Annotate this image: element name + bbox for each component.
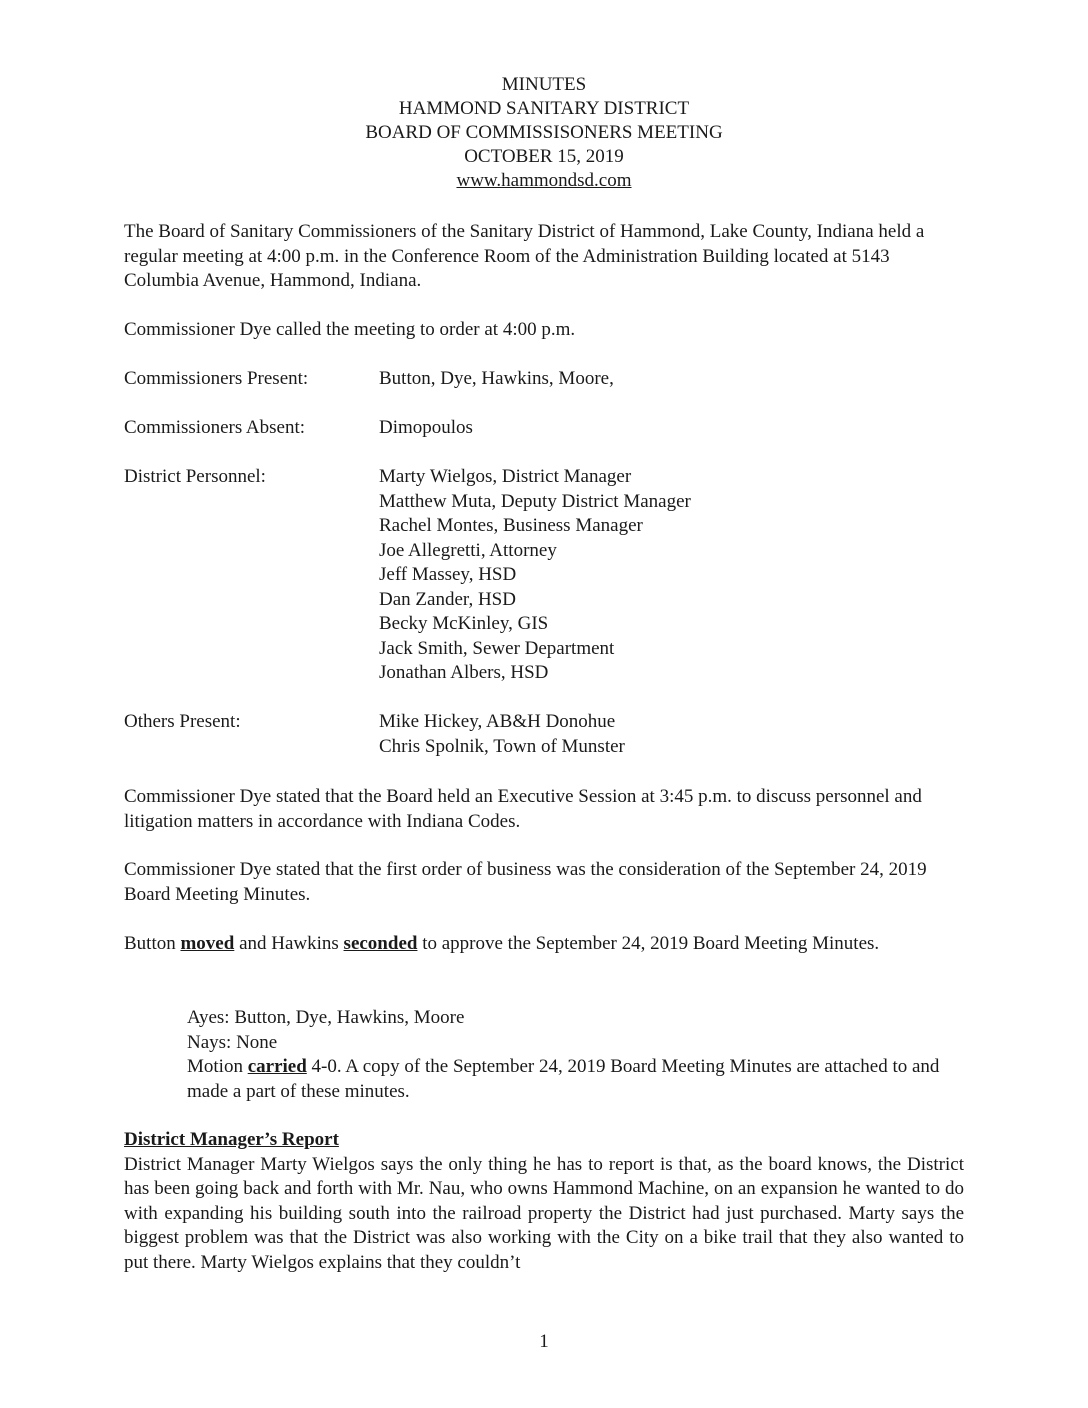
motion-text: to approve the September 24, 2019 Board Meeting Minutes.	[417, 933, 880, 954]
page-number: 1	[539, 1331, 549, 1352]
present-value: Button, Dye, Hawkins, Moore,	[379, 368, 614, 389]
motion-result	[187, 1055, 947, 1104]
header-organization: HAMMOND SANITARY DISTRICT	[398, 98, 690, 119]
motion-text: and Hawkins	[234, 933, 344, 954]
intro-paragraph: The Board of Sanitary Commissioners of the Sanitary District of Hammond, Lake County, Indiana held a regular meeting at 4:00 p.m. in the Conference Room of the Administration Building located at 5143 Columbia Avenue, Hammond, Indiana.	[124, 221, 925, 291]
motion-paragraph	[124, 932, 964, 957]
personnel-item: Marty Wielgos, District Manager	[379, 466, 632, 487]
personnel-item: Rachel Montes, Business Manager	[379, 515, 643, 536]
header-minutes: MINUTES	[501, 74, 587, 95]
motion-result-text: 4-0. A copy of the September 24, 2019 Board Meeting Minutes are attached to and made a part of these minutes.	[187, 1056, 940, 1102]
first-order-paragraph: Commissioner Dye stated that the first order of business was the consideration of the September 24, 2019 Board Meeting Minutes.	[124, 859, 927, 905]
personnel-item: Jeff Massey, HSD	[379, 564, 517, 585]
vote-block	[187, 1006, 947, 1104]
carried-keyword: carried	[247, 1056, 307, 1077]
call-to-order-paragraph: Commissioner Dye called the meeting to order at 4:00 p.m.	[124, 319, 576, 340]
absent-value: Dimopoulos	[379, 417, 473, 438]
moved-keyword: moved	[180, 933, 235, 954]
others-label: Others Present:	[124, 711, 241, 732]
personnel-item: Jonathan Albers, HSD	[379, 662, 549, 683]
header-meeting: BOARD OF COMMISSISONERS MEETING	[365, 122, 723, 143]
personnel-item: Dan Zander, HSD	[379, 588, 516, 610]
motion-result-text: Motion	[187, 1056, 248, 1077]
executive-session-paragraph: Commissioner Dye stated that the Board held an Executive Session at 3:45 p.m. to discuss personnel and litigation matters in accordance with Indiana Codes.	[124, 786, 922, 832]
others-list	[379, 710, 625, 759]
manager-report-title: District Manager’s Report	[124, 1129, 339, 1150]
personnel-label: District Personnel:	[124, 466, 266, 487]
motion-text: Button	[124, 933, 181, 954]
manager-report-text: District Manager Marty Wielgos says the only thing he has to report is that, as the board knows, the District has been going back and forth with Mr. Nau, who owns Hammond Machine, on an expansion he wanted to do with expanding his building south into the railroad property the District had just purchased. Marty says the biggest problem was that the District was also working with the City on a bike trail that they also wanted to put there. Marty Wielgos explains that they couldn’t	[124, 1153, 964, 1273]
personnel-list	[379, 465, 691, 686]
absent-label: Commissioners Absent:	[124, 417, 306, 438]
personnel-item: Joe Allegretti, Attorney	[379, 539, 557, 561]
header-date: OCTOBER 15, 2019	[464, 146, 624, 167]
present-label: Commissioners Present:	[124, 368, 309, 389]
ayes-line: Ayes: Button, Dye, Hawkins, Moore	[187, 1007, 465, 1028]
seconded-keyword: seconded	[343, 933, 418, 954]
personnel-item: Jack Smith, Sewer Department	[379, 637, 615, 659]
personnel-item: Becky McKinley, GIS	[379, 613, 549, 634]
personnel-item: Matthew Muta, Deputy District Manager	[379, 490, 691, 512]
nays-line: Nays: None	[187, 1031, 278, 1053]
header-url-link[interactable]: www.hammondsd.com	[456, 170, 632, 191]
document-header	[0, 73, 1088, 193]
others-item: Chris Spolnik, Town of Munster	[379, 735, 625, 757]
manager-report-section	[124, 1128, 964, 1275]
others-item: Mike Hickey, AB&H Donohue	[379, 711, 616, 732]
